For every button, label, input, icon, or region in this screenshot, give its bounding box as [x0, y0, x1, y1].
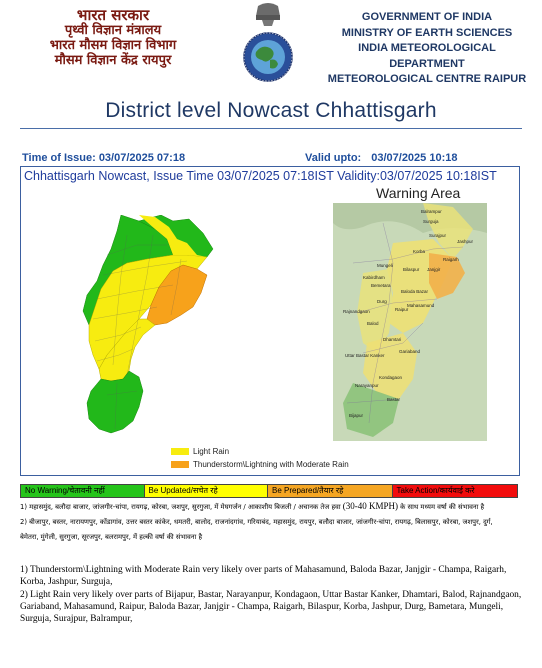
hindi-line-1-text: 1) महासमुंद, बलौदा बाजार, जांजगीर-चांपा, रायगढ़, कोरबा, जशपुर, सुरगुजा, में मेघगर्जन / आकाशीय बिजली / अचानक तेज हवा [20, 503, 343, 511]
legend-swatch-orange [171, 461, 189, 468]
valid-upto-label: Valid upto: [305, 152, 362, 164]
sat-label-raipur: Raipur [395, 307, 409, 312]
satellite-warning-map [333, 203, 487, 441]
hindi-line-1-end: के साथ मध्यम वर्षा की संभावना है [398, 503, 485, 511]
header-hindi-line-3: भारत मौसम विज्ञान विभाग [49, 38, 177, 53]
scale-be-updated: Be Updated/सचेत रहे [145, 485, 269, 497]
sat-label-jashpur: Jashpur [457, 239, 474, 244]
sat-label-balod: Balod [367, 321, 379, 326]
sat-label-kabirdham: Kabirdham [363, 275, 385, 280]
header-english-line-3: INDIA METEOROLOGICAL DEPARTMENT [358, 42, 496, 70]
legend-label-light-rain: Light Rain [193, 447, 230, 456]
imd-emblem-logo [236, 2, 300, 90]
nowcast-map-panel [20, 166, 520, 476]
header-english-line-2: MINISTRY OF EARTH SCIENCES [341, 26, 513, 39]
sat-label-korba: Korba [413, 249, 426, 254]
sat-label-mahasamund: Mahasamund [407, 303, 435, 308]
sat-label-kondagaon: Kondagaon [379, 375, 403, 380]
map-legend [167, 445, 373, 473]
legend-item-thunderstorm [171, 460, 349, 472]
header-hindi-line-2: पृथ्वी विज्ञान मंत्रालय [64, 23, 162, 38]
sat-label-durg: Durg [377, 299, 387, 304]
sat-label-balrampur: Balrampur [421, 209, 442, 214]
header-hindi-line-4: मौसम विज्ञान केंद्र रायपुर [54, 53, 172, 68]
sat-label-raigarh: Raigarh [443, 257, 459, 262]
sat-label-rajnandgaon: Rajnandgaon [343, 309, 370, 314]
valid-upto [305, 152, 457, 164]
legend-item-light-rain [171, 447, 229, 459]
scale-no-warning: No Warning/चेतावनी नहीं [21, 485, 145, 497]
warning-area-title: Warning Area [376, 185, 461, 201]
sat-label-bilaspur: Bilaspur [403, 267, 420, 272]
map-heading: Chhattisgarh Nowcast, Issue Time 03/07/2025 07:18IST Validity:03/07/2025 10:18IST [24, 169, 497, 183]
sat-label-narayanpur: Narayanpur [355, 383, 379, 388]
english-warning-para-2: 2) Light Rain very likely over parts of Bijapur, Bastar, Narayanpur, Kondagaon, Uttar Bastar Kanker, Dhamtari, Balod, Rajnandgaon, Gariaband, Mahasamund, Raipur, Baloda Bazar, Janjgir - Champa, Raigarh, Bilaspur, Korba, Jashpur, Durg, Bametara, Mungeli, Surguja, Surajpur, Balrampur, [20, 589, 522, 625]
sat-label-surguja: Surguja [423, 219, 439, 224]
header-english-line-4: METEOROLOGICAL CENTRE RAIPUR [327, 73, 527, 85]
hindi-line-1-speed: (30-40 KMPH) [342, 501, 398, 511]
sat-label-gariaband: Gariaband [399, 349, 421, 354]
scale-be-prepared: Be Prepared/तैयार रहे [268, 485, 393, 497]
page-title: District level Nowcast Chhattisgarh [105, 99, 437, 122]
issue-time: Time of Issue: 03/07/2025 07:18 [22, 152, 186, 164]
valid-upto-value: 03/07/2025 10:18 [371, 152, 458, 164]
warning-scale-bar [20, 484, 518, 498]
sat-label-baloda-bazar: Baloda Bazar [401, 289, 429, 294]
sat-label-mungeli: Mungeli [377, 263, 393, 268]
hindi-warning-line-1 [20, 500, 525, 514]
header-hindi-line-1: भारत सरकार [76, 6, 150, 24]
header-hindi-block [28, 8, 198, 68]
header-english-line-1: GOVERNMENT OF INDIA [361, 11, 493, 23]
legend-label-thunderstorm: Thunderstorm\Lightning with Moderate Rain [193, 460, 349, 469]
title-divider [20, 128, 522, 129]
sat-label-janjgir: Janjgir [427, 267, 441, 272]
hindi-warning-line-3: बेमेतरा, मुंगेली, सुरगुजा, सूरजपुर, बलरामपुर, में हल्की वर्षा की संभावना है [20, 533, 203, 541]
sat-label-bijapur: Bijapur [349, 413, 364, 418]
hindi-warning-line-2: 2) बीजापुर, बस्तर, नारायणपुर, कोंडागांव, उत्तर बस्तर कांकेर, धमतरी, बालोद, राजनांदगांव, गरियाबंद, महासमुंद, रायपुर, बलौदा बाजार, जांजगीर-चांपा, रायगढ़, बिलासपुर, कोरबा, जशपुर, दुर्ग, [20, 518, 493, 526]
sat-label-uttar-bastar-kanker: Uttar Bastar Kanker [345, 353, 385, 358]
english-warning-para-1: 1) Thunderstorm\Lightning with Moderate Rain very likely over parts of Mahasamund, Baloda Bazar, Janjgir - Champa, Raigarh, Korba, Jashpur, Surguja, [20, 565, 507, 588]
sat-label-surajpur: Surajpur [429, 233, 447, 238]
state-warning-map [77, 215, 217, 435]
sat-label-bemetara: Bemetara [371, 283, 391, 288]
sat-label-bastar: Bastar [387, 397, 401, 402]
legend-swatch-yellow [171, 448, 189, 455]
header-english-block [320, 10, 534, 88]
english-warning-text [20, 564, 525, 625]
sat-label-dhamtari: Dhamtari [383, 337, 402, 342]
scale-take-action: Take Action/कार्यवाई करे [393, 485, 518, 497]
